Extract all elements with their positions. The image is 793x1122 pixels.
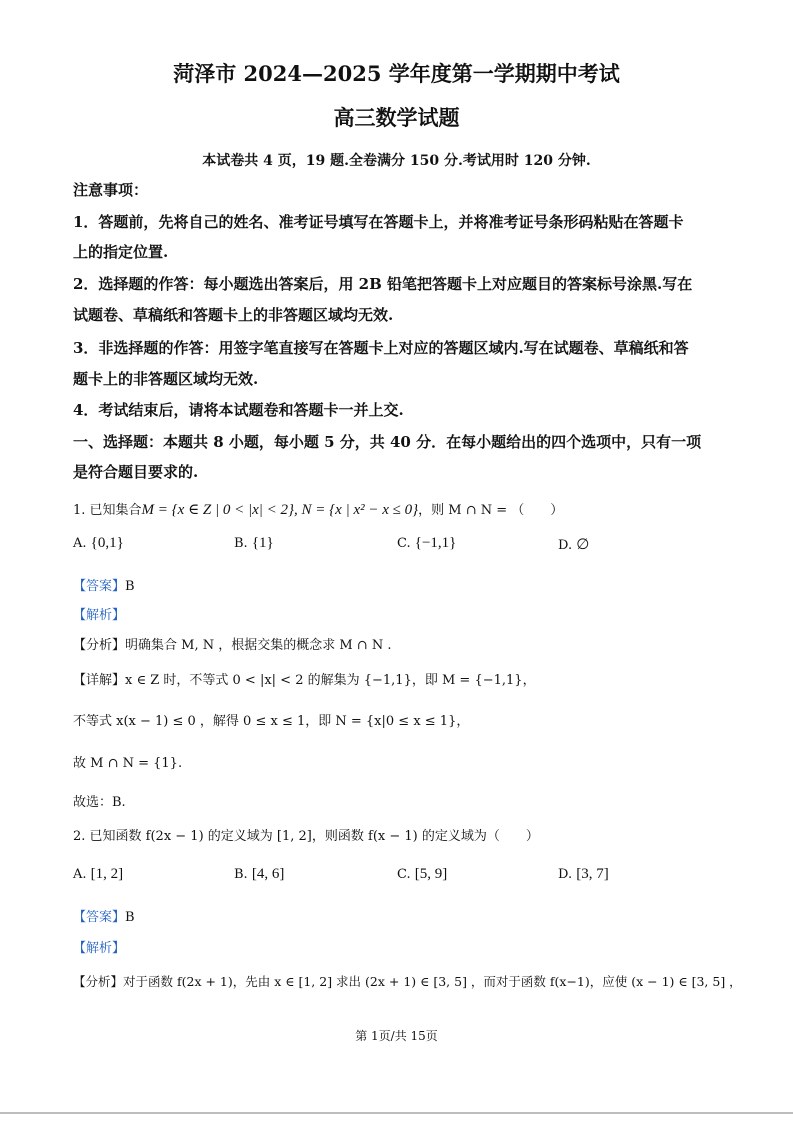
q1-answer [73, 577, 733, 597]
page-divider [0, 1112, 793, 1114]
q2-analysis: 【解析】 [73, 941, 126, 956]
q1-option-c: C. {−1,1} [397, 535, 457, 551]
q1-detail-3: 故 M ∩ N = {1}. [73, 756, 183, 771]
q1-detail-4: 故选：B. [73, 795, 126, 810]
section-heading-a: 一、选择题：本题共 8 小题，每小题 5 分，共 40 分．在每小题给出的四个选项中，只有一项 [73, 433, 702, 451]
q2-fenxi: 【分析】对于函数 f(2x + 1)，先由 x ∈ [1, 2] 求出 (2x + 1) ∈ [3, 5] ，而对于函数 f(x−1)，应使 (x − 1) ∈ [3, 5] ， [73, 974, 742, 989]
q1-detail-1: 【详解】x ∈ Z 时，不等式 0 < |x| < 2 的解集为 {−1,1}，即 M = {−1,1}， [73, 673, 536, 688]
note-2b: 试题卷、草稿纸和答题卡上的非答题区域均无效. [73, 306, 394, 324]
question-1-suffix: ，则 M ∩ N = （ ） [418, 503, 564, 518]
exam-info: 本试卷共 4 页，19 题.全卷满分 150 分.考试用时 120 分钟. [202, 153, 591, 169]
q1-analysis: 【解析】 [73, 608, 126, 623]
q2-option-b: B. [4, 6] [234, 866, 285, 882]
q2-option-a: A. [1, 2] [73, 866, 124, 882]
q1-option-a: A. {0,1} [73, 535, 124, 551]
notes-heading: 注意事项： [73, 181, 149, 199]
exam-subject: 高三数学试题 [333, 105, 460, 130]
xiangjie-tag: 【详解】 [73, 673, 126, 688]
question-1-set-m: M = {x ∈ Z | 0 < |x| < 2} [141, 502, 295, 518]
note-3a: 3．非选择题的作答：用签字笔直接写在答题卡上对应的答题区域内.写在试题卷、草稿纸和答 [73, 339, 689, 357]
q2-option-c: C. [5, 9] [397, 866, 448, 882]
fenxi-tag: 【分析】 [73, 638, 126, 653]
note-1b: 上的指定位置. [73, 243, 169, 261]
question-1 [73, 500, 733, 521]
page-footer: 第 1页/共 15页 [355, 1029, 438, 1043]
note-3b: 题卡上的非答题区域均无效. [73, 370, 259, 388]
question-1-set-n: , N = {x | x² − x ≤ 0} [294, 502, 419, 518]
question-1-prefix: 1. 已知集合 [73, 503, 142, 518]
note-1a: 1．答题前，先将自己的姓名、准考证号填写在答题卡上，并将准考证号条形码粘贴在答题卡 [73, 213, 684, 231]
answer-tag: 【答案】 [73, 579, 126, 594]
section-heading-b: 是符合题目要求的. [73, 463, 199, 481]
exam-title: 菏泽市 2024—2025 学年度第一学期期中考试 [173, 61, 620, 86]
question-2: 2. 已知函数 f(2x − 1) 的定义域为 [1, 2]，则函数 f(x − 1) 的定义域为（ ） [73, 829, 539, 844]
q1-fenxi [73, 636, 733, 656]
answer-value: B [125, 579, 135, 594]
fenxi-text: 明确集合 M, N ，根据交集的概念求 M ∩ N . [125, 638, 392, 653]
q2-option-d: D. [3, 7] [558, 866, 609, 882]
q2-answer: 【答案】B [73, 910, 135, 925]
q1-option-d: D. ∅ [558, 537, 590, 553]
note-2a: 2．选择题的作答：每小题选出答案后，用 2B 铅笔把答题卡上对应题目的答案标号涂黑.写在 [73, 275, 693, 293]
q1-detail-2: 不等式 x(x − 1) ≤ 0 ，解得 0 ≤ x ≤ 1，即 N = {x|0 ≤ x ≤ 1}， [73, 714, 470, 729]
note-4: 4．考试结束后，请将本试题卷和答题卡一并上交. [73, 401, 404, 419]
q1-option-b: B. {1} [234, 535, 274, 551]
